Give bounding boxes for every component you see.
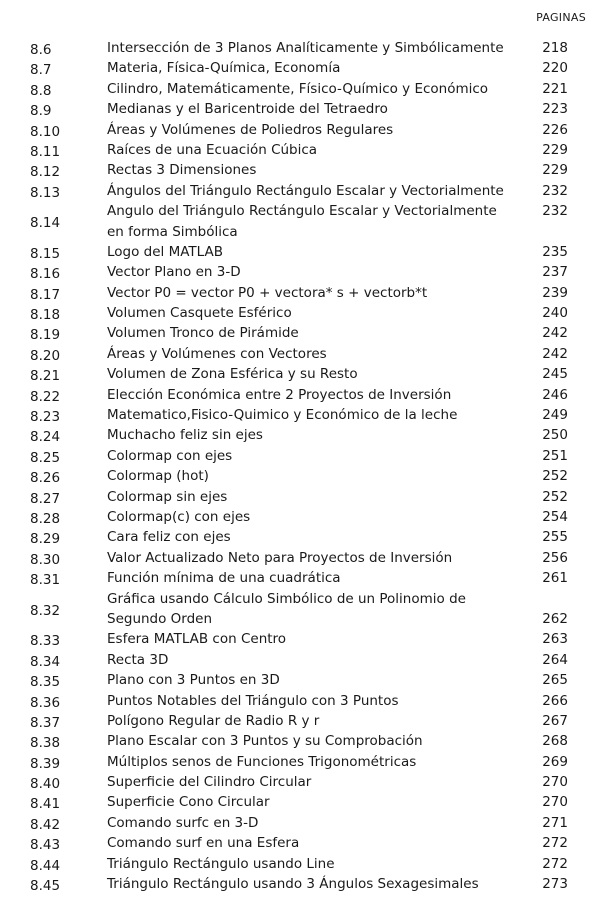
section-number: 8.32 [30,602,61,619]
section-title [107,344,327,364]
toc-entry [0,772,600,792]
section-title [107,833,299,853]
page-number: 246 [542,386,568,403]
toc-entry [0,548,600,568]
page-number: 252 [542,468,568,485]
section-number: 8.18 [30,307,61,324]
page-number: 272 [542,855,568,872]
section-title [107,507,250,527]
section-number: 8.7 [30,62,52,79]
page-number: 239 [542,284,568,301]
section-number: 8.41 [30,796,61,813]
section-number: 8.20 [30,347,61,364]
section-title-line: Esfera MATLAB con Centro [107,631,287,648]
toc-entry [0,711,600,731]
section-number: 8.44 [30,857,61,874]
toc-entry [0,283,600,303]
section-title-line: Raíces de una Ecuación Cúbica [107,141,318,158]
section-title [107,364,358,384]
toc-entry [0,99,600,119]
section-number: 8.35 [30,674,61,691]
page-number: 250 [542,427,568,444]
section-number: 8.6 [30,42,52,58]
section-title [107,283,427,303]
toc-entry [0,466,600,486]
section-title-line: Recta 3D [107,651,169,668]
section-title-line: Múltiplos senos de Funciones Trigonométricas [107,753,417,770]
section-title [107,589,466,630]
section-title-line: Superficie Cono Circular [107,794,270,811]
section-number: 8.25 [30,449,61,466]
section-title-line: Áreas y Volúmenes de Poliedros Regulares [107,121,394,138]
section-number: 8.23 [30,409,61,426]
section-number: 8.37 [30,714,61,731]
page-number: 273 [542,876,568,893]
page-number: 263 [542,631,568,648]
toc-entry [0,262,600,282]
toc-entry [0,38,600,58]
section-number: 8.40 [30,776,61,793]
toc-entry [0,385,600,405]
section-title [107,385,451,405]
section-number: 8.39 [30,755,61,772]
page-number: 229 [542,162,568,179]
toc-entry [0,568,600,588]
page-number: 235 [542,243,568,260]
page-number: 221 [542,80,568,97]
toc-entry [0,813,600,833]
page-number: 245 [542,366,568,383]
section-title [107,425,263,445]
section-number: 8.8 [30,82,52,99]
toc-entry [0,752,600,772]
section-number: 8.12 [30,164,61,181]
section-title-line: Matematico,Fisico-Quimico y Económico de la leche [107,407,458,424]
toc-entry [0,874,600,894]
page-number: 272 [542,835,568,852]
toc-entry [0,670,600,690]
section-title [107,242,223,262]
toc-entry [0,487,600,507]
section-number: 8.16 [30,266,61,283]
toc-entry [0,344,600,364]
section-title-line: Superficie del Cilindro Circular [107,774,312,791]
toc-entry [0,833,600,853]
section-number: 8.29 [30,531,61,548]
section-title-line: Triángulo Rectángulo usando Line [107,855,335,872]
section-title-line: Segundo Orden [107,610,213,627]
page-number: 265 [542,672,568,689]
toc-entry [0,160,600,180]
section-number: 8.13 [30,184,61,201]
section-title [107,140,317,160]
page-number: 220 [542,60,568,77]
page-number: 252 [542,488,568,505]
section-title [107,772,311,792]
section-title [107,650,168,670]
section-title-line: Intersección de 3 Planos Analíticamente y Simbólicamente [107,40,504,56]
section-title [107,548,452,568]
pages-column-header: PAGINAS [536,11,586,24]
page-number: 266 [542,692,568,709]
section-title [107,792,270,812]
section-title [107,568,341,588]
page-number: 232 [542,182,568,199]
section-number: 8.31 [30,572,61,589]
toc-entry [0,58,600,78]
page-number: 240 [542,305,568,322]
section-number: 8.14 [30,215,61,232]
section-title-line: Función mínima de una cuadrática [107,570,341,587]
page-number: 270 [542,794,568,811]
section-title [107,120,393,140]
section-title-line: Plano Escalar con 3 Puntos y su Comprobación [107,733,423,750]
page-number: 218 [542,40,568,56]
section-number: 8.34 [30,653,61,670]
page-number: 256 [542,549,568,566]
toc-entry [0,650,600,670]
toc-entry [0,854,600,874]
section-title-line: Volumen Tronco de Pirámide [107,325,299,342]
section-title [107,670,280,690]
page-number: 251 [542,447,568,464]
section-title-line: en forma Simbólica [107,223,238,240]
toc-entry [0,507,600,527]
toc-entry [0,425,600,445]
toc-entry [0,79,600,99]
section-title [107,446,232,466]
section-title [107,487,227,507]
section-title-line: Comando surfc en 3-D [107,814,259,831]
section-title [107,711,319,731]
section-title-line: Triángulo Rectángulo usando 3 Ángulos Sexagesimales [107,876,479,893]
section-title [107,99,388,119]
section-title-line: Materia, Física-Química, Economía [107,60,341,77]
section-title [107,160,256,180]
section-title-line: Colormap(c) con ejes [107,509,251,525]
section-title-line: Angulo del Triángulo Rectángulo Escalar y Vectorialmente [107,203,497,220]
toc-entry [0,303,600,323]
section-title-line: Rectas 3 Dimensiones [107,162,257,179]
section-number: 8.11 [30,143,61,160]
section-title-line: Ángulos del Triángulo Rectángulo Escalar y Vectorialmente [107,182,504,199]
page-number: 242 [542,325,568,342]
page-number: 255 [542,529,568,546]
toc-entry [0,140,600,160]
section-number: 8.26 [30,470,61,487]
section-title-line: Valor Actualizado Neto para Proyectos de Inversión [107,549,453,566]
section-title-line: Cilindro, Matemáticamente, Físico-Químico y Económico [107,80,489,97]
section-title-line: Medianas y el Baricentroide del Tetraedro [107,101,388,118]
page-number: 242 [542,345,568,362]
section-title-line: Áreas y Volúmenes con Vectores [107,345,327,362]
page-number: 254 [542,509,568,525]
section-title [107,405,457,425]
section-title [107,262,241,282]
toc-entry [0,120,600,140]
toc-entry [0,589,600,630]
page-number: 269 [542,753,568,770]
section-title [107,38,504,58]
section-title [107,323,299,343]
page-number: 249 [542,407,568,424]
section-number: 8.15 [30,245,61,262]
page-number: 229 [542,141,568,158]
section-number: 8.9 [30,103,52,120]
section-number: 8.28 [30,511,61,527]
section-number: 8.17 [30,286,61,303]
section-number: 8.38 [30,735,61,752]
section-title-line: Colormap (hot) [107,468,209,485]
section-title-line: Vector P0 = vector P0 + vectora* s + vectorb*t [107,284,428,301]
section-title [107,731,423,751]
section-number: 8.27 [30,490,61,507]
section-title [107,813,258,833]
section-title-line: Polígono Regular de Radio R y r [107,712,320,729]
toc-entry [0,181,600,201]
toc-entry [0,201,600,242]
toc-entry [0,691,600,711]
section-title [107,629,286,649]
section-title [107,874,479,894]
section-title-line: Colormap sin ejes [107,488,228,505]
page-number: 226 [542,121,568,138]
section-title [107,466,209,486]
section-number: 8.43 [30,837,61,854]
section-title [107,854,335,874]
table-of-contents [0,38,600,894]
page-number: 237 [542,264,568,281]
toc-entry [0,527,600,547]
section-title-line: Volumen de Zona Esférica y su Resto [107,366,358,383]
section-title [107,527,231,547]
section-title [107,58,340,78]
section-title [107,79,488,99]
section-number: 8.22 [30,388,61,405]
page-number: 267 [542,712,568,729]
section-title-line: Elección Económica entre 2 Proyectos de Inversión [107,386,452,403]
page-number: 268 [542,733,568,750]
section-title-line: Gráfica usando Cálculo Simbólico de un Polinomio de [107,590,466,607]
section-number: 8.33 [30,633,61,650]
section-number: 8.10 [30,123,61,140]
page-number: 223 [542,101,568,118]
page-number: 232 [542,203,568,220]
section-title [107,691,399,711]
section-title-line: Cara feliz con ejes [107,529,231,546]
toc-entry [0,323,600,343]
section-title-line: Puntos Notables del Triángulo con 3 Puntos [107,692,399,709]
toc-entry [0,364,600,384]
section-number: 8.36 [30,694,61,711]
section-number: 8.21 [30,368,61,385]
section-title-line: Plano con 3 Puntos en 3D [107,672,280,689]
section-title-line: Comando surf en una Esfera [107,835,300,852]
section-title [107,303,292,323]
page-number: 271 [542,814,568,831]
section-title-line: Volumen Casquete Esférico [107,305,292,322]
section-title [107,201,497,242]
toc-entry [0,242,600,262]
toc-entry [0,731,600,751]
toc-entry [0,405,600,425]
section-title-line: Colormap con ejes [107,447,233,464]
section-number: 8.42 [30,816,61,833]
section-number: 8.30 [30,551,61,568]
section-title [107,181,504,201]
section-number: 8.45 [30,878,61,895]
section-title-line: Vector Plano en 3-D [107,264,241,281]
toc-entry [0,446,600,466]
section-number: 8.19 [30,327,61,344]
section-title-line: Muchacho feliz sin ejes [107,427,263,444]
page-number: 261 [542,570,568,587]
section-number: 8.24 [30,429,61,446]
toc-entry [0,792,600,812]
section-title-line: Logo del MATLAB [107,243,223,260]
page-number: 264 [542,651,568,668]
page-number: 262 [542,610,568,627]
page-number: 270 [542,774,568,791]
section-title [107,752,416,772]
toc-entry [0,629,600,649]
